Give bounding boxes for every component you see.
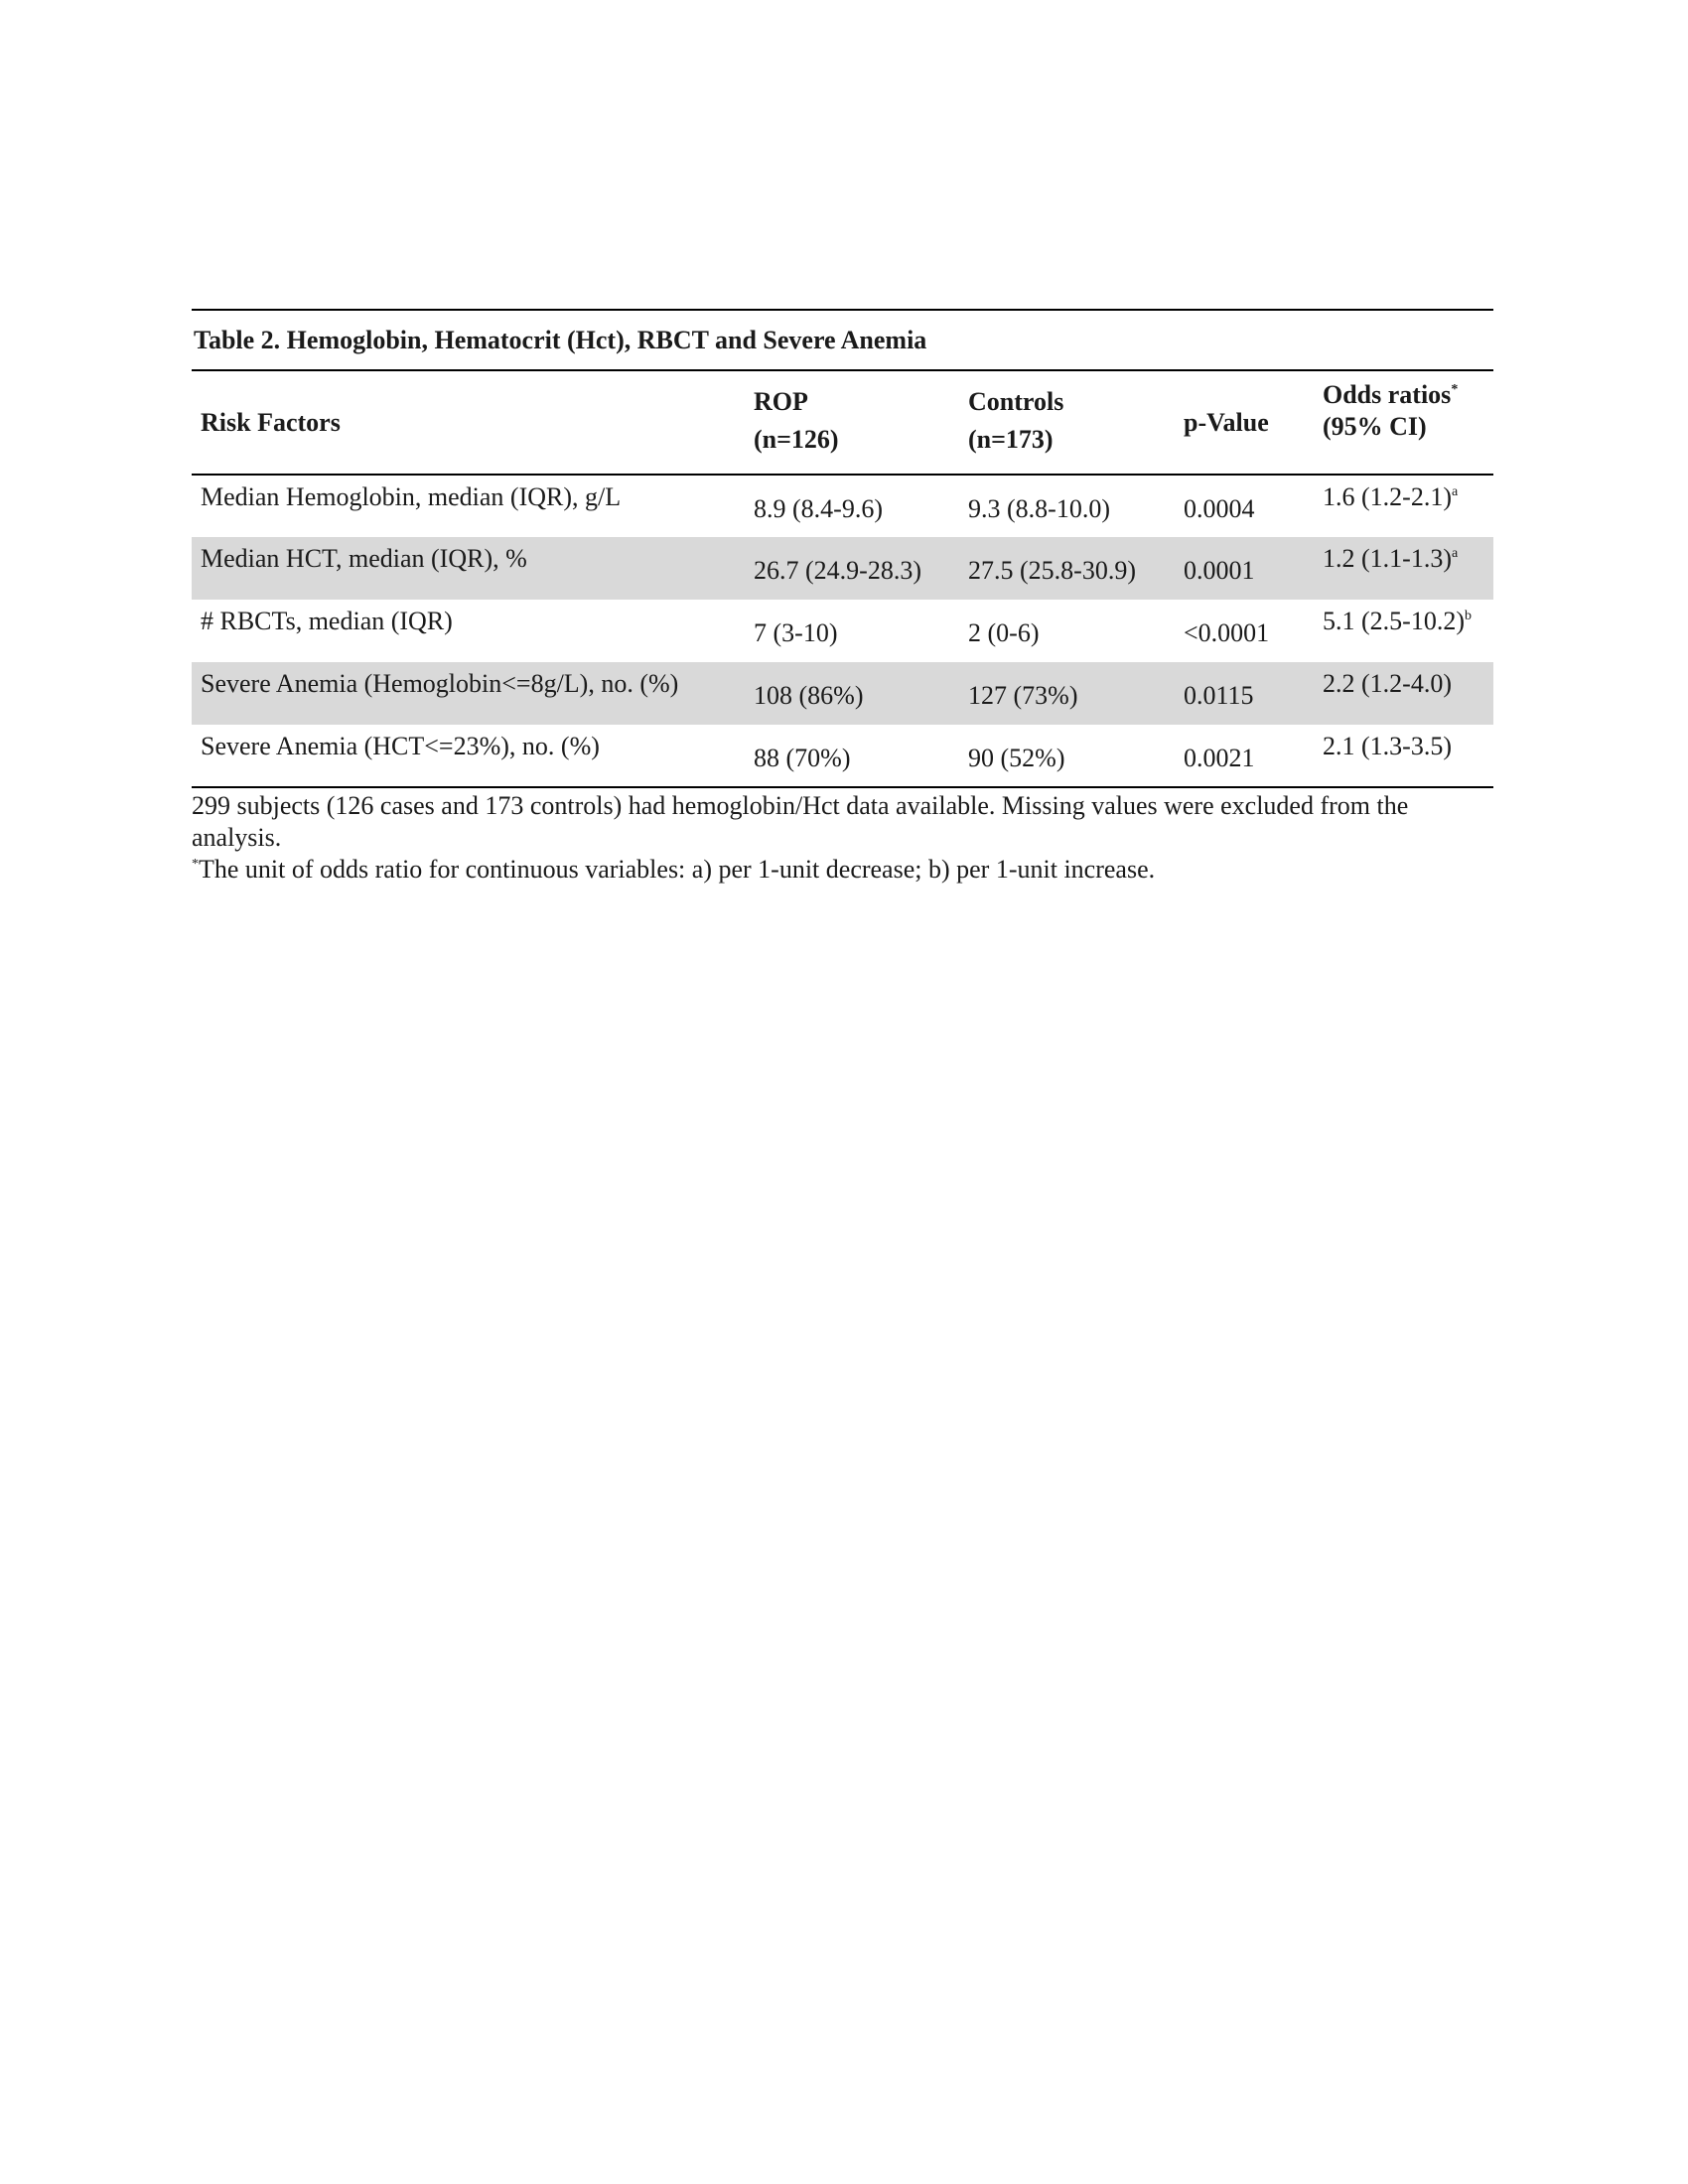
header-controls-line2: (n=173) bbox=[968, 425, 1054, 454]
header-rop-line2: (n=126) bbox=[754, 425, 839, 454]
data-table bbox=[192, 371, 1493, 788]
cell-controls: 27.5 (25.8-30.9) bbox=[959, 537, 1175, 600]
header-or-sup: * bbox=[1451, 382, 1459, 397]
cell-odds-ratio bbox=[1314, 662, 1493, 725]
cell-or-sup: a bbox=[1451, 484, 1459, 499]
cell-pvalue: 0.0004 bbox=[1184, 494, 1255, 523]
cell-odds-ratio bbox=[1314, 725, 1493, 787]
cell-or-text: 2.2 (1.2-4.0) bbox=[1323, 669, 1452, 698]
cell-factor: Median HCT, median (IQR), % bbox=[192, 537, 745, 600]
note-data-availability: 299 subjects (126 cases and 173 controls) had hemoglobin/Hct data available. Missing values were excluded from the analysis. bbox=[192, 791, 1409, 852]
cell-factor: # RBCTs, median (IQR) bbox=[201, 607, 453, 635]
table-row bbox=[192, 662, 1493, 725]
cell-controls: 127 (73%) bbox=[959, 662, 1175, 725]
table-row bbox=[192, 537, 1493, 600]
header-row bbox=[192, 371, 1493, 475]
table-row bbox=[192, 475, 1493, 537]
cell-pvalue: 0.0021 bbox=[1184, 744, 1255, 772]
header-or-line1-text: Odds ratios bbox=[1323, 380, 1452, 409]
table-title: Table 2. Hemoglobin, Hematocrit (Hct), RBCT and Severe Anemia bbox=[194, 325, 927, 354]
table-row bbox=[192, 725, 1493, 787]
header-rop-line1: ROP bbox=[754, 387, 808, 416]
table-row bbox=[192, 600, 1493, 662]
cell-rop: 7 (3-10) bbox=[754, 618, 838, 647]
note-sup: * bbox=[192, 857, 199, 872]
header-pvalue: p-Value bbox=[1184, 407, 1269, 437]
cell-rop: 8.9 (8.4-9.6) bbox=[754, 494, 883, 523]
cell-or-text: 1.6 (1.2-2.1) bbox=[1323, 482, 1452, 511]
cell-factor: Severe Anemia (HCT<=23%), no. (%) bbox=[201, 732, 600, 760]
cell-or-text: 1.2 (1.1-1.3) bbox=[1323, 544, 1452, 573]
cell-or-sup: b bbox=[1464, 609, 1472, 623]
cell-odds-ratio bbox=[1314, 537, 1493, 600]
cell-or-text: 5.1 (2.5-10.2) bbox=[1323, 607, 1465, 635]
cell-factor: Median Hemoglobin, median (IQR), g/L bbox=[201, 482, 622, 511]
note-odds-ratio-unit bbox=[192, 854, 1493, 886]
cell-rop: 108 (86%) bbox=[745, 662, 959, 725]
table-block bbox=[192, 309, 1493, 886]
cell-odds-ratio bbox=[1314, 600, 1493, 662]
header-risk-factors: Risk Factors bbox=[201, 407, 341, 437]
header-or-line1 bbox=[1323, 379, 1493, 411]
cell-controls: 90 (52%) bbox=[968, 744, 1065, 772]
cell-factor: Severe Anemia (Hemoglobin<=8g/L), no. (%) bbox=[192, 662, 745, 725]
cell-pvalue: 0.0001 bbox=[1175, 537, 1314, 600]
table-title-row bbox=[192, 309, 1493, 371]
cell-pvalue: 0.0115 bbox=[1175, 662, 1314, 725]
header-or-line2: (95% CI) bbox=[1323, 412, 1427, 441]
header-rop bbox=[745, 371, 959, 475]
cell-controls: 9.3 (8.8-10.0) bbox=[968, 494, 1110, 523]
cell-pvalue: <0.0001 bbox=[1184, 618, 1270, 647]
header-controls-line1: Controls bbox=[968, 387, 1064, 416]
cell-or-sup: a bbox=[1451, 546, 1459, 561]
note-odds-ratio-text: The unit of odds ratio for continuous variables: a) per 1-unit decrease; b) per 1-unit increase. bbox=[199, 855, 1156, 884]
cell-rop: 26.7 (24.9-28.3) bbox=[745, 537, 959, 600]
cell-or-text: 2.1 (1.3-3.5) bbox=[1323, 732, 1452, 760]
header-odds-ratios bbox=[1314, 371, 1493, 475]
cell-rop: 88 (70%) bbox=[754, 744, 851, 772]
header-controls bbox=[959, 371, 1175, 475]
cell-controls: 2 (0-6) bbox=[968, 618, 1040, 647]
cell-odds-ratio bbox=[1314, 475, 1493, 537]
table-notes bbox=[192, 788, 1493, 886]
